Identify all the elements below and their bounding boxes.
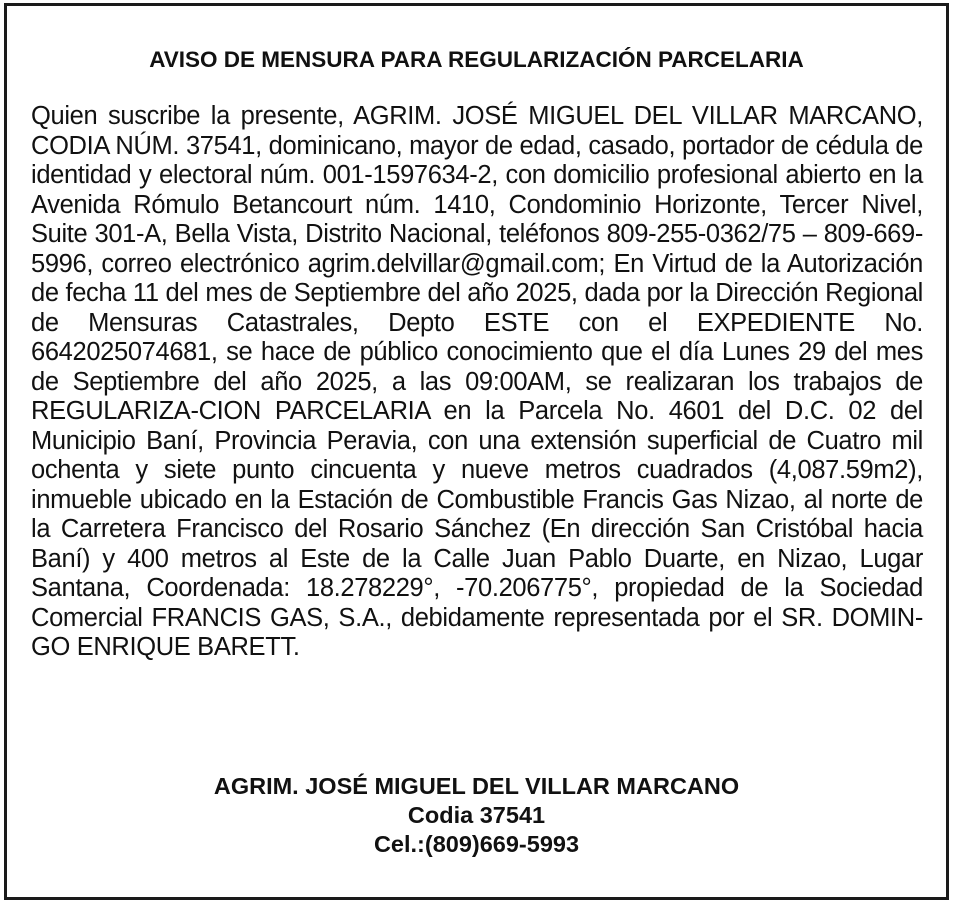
signature-name: AGRIM. JOSÉ MIGUEL DEL VILLAR MARCANO [213,773,740,799]
notice-title: AVISO DE MENSURA PARA REGULARIZACIÓN PARCELARIA [149,47,804,72]
notice-body: Quien suscribe la presente, AGRIM. JOSÉ MIGUEL DEL VILLAR MARCANO, CODIA NÚM. 37541, dominicano, mayor de edad, casado, portador de cédula de identidad y electoral núm. 001-1597634-2, con domicilio profesional abierto en la Avenida Rómulo Betancourt núm. 1410, Condominio Horizonte, Tercer Nivel, Suite 301-A, Bella Vista, Distrito Nacional, teléfonos 809-255-0362/75 – 809-669-5996, correo electrónico agrim.delvillar@gmail.com; En Virtud de la Autorización de fecha 11 del mes de Septiembre del año 2025, dada por la Dirección Regional de Mensuras Catastrales, Depto ESTE con el EXPEDIENTE No. 6642025074681, se hace de público conocimiento que el día Lunes 29 del mes de Septiembre del año 2025, a las 09:00AM, se realizaran los trabajos de REGULARIZA-CION PARCELARIA en la Parcela No. 4601 del D.C. 02 del Municipio Baní, Provincia Peravia, con una extensión superficial de Cuatro mil ochenta y siete punto cincuenta y nueve metros cuadrados (4,087.59m2), inmueble ubicado en la Estación de Combustible Francis Gas Nizao, al norte de la Carretera Francisco del Rosario Sánchez (En dirección San Cristóbal hacia Baní) y 400 metros al Este de la Calle Juan Pablo Duarte, en Nizao, Lugar Santana, Coordenada: 18.278229°, -70.206775°, propiedad de la Sociedad Comercial FRANCIS GAS, S.A., debidamente representada por el SR. DOMIN-GO ENRIQUE BARETT. [31,102,923,661]
signature-codia: Codia 37541 [407,802,546,828]
signature-block [7,772,946,859]
notice-frame [4,3,949,900]
signature-phone: Cel.:(809)669-5993 [373,831,580,857]
